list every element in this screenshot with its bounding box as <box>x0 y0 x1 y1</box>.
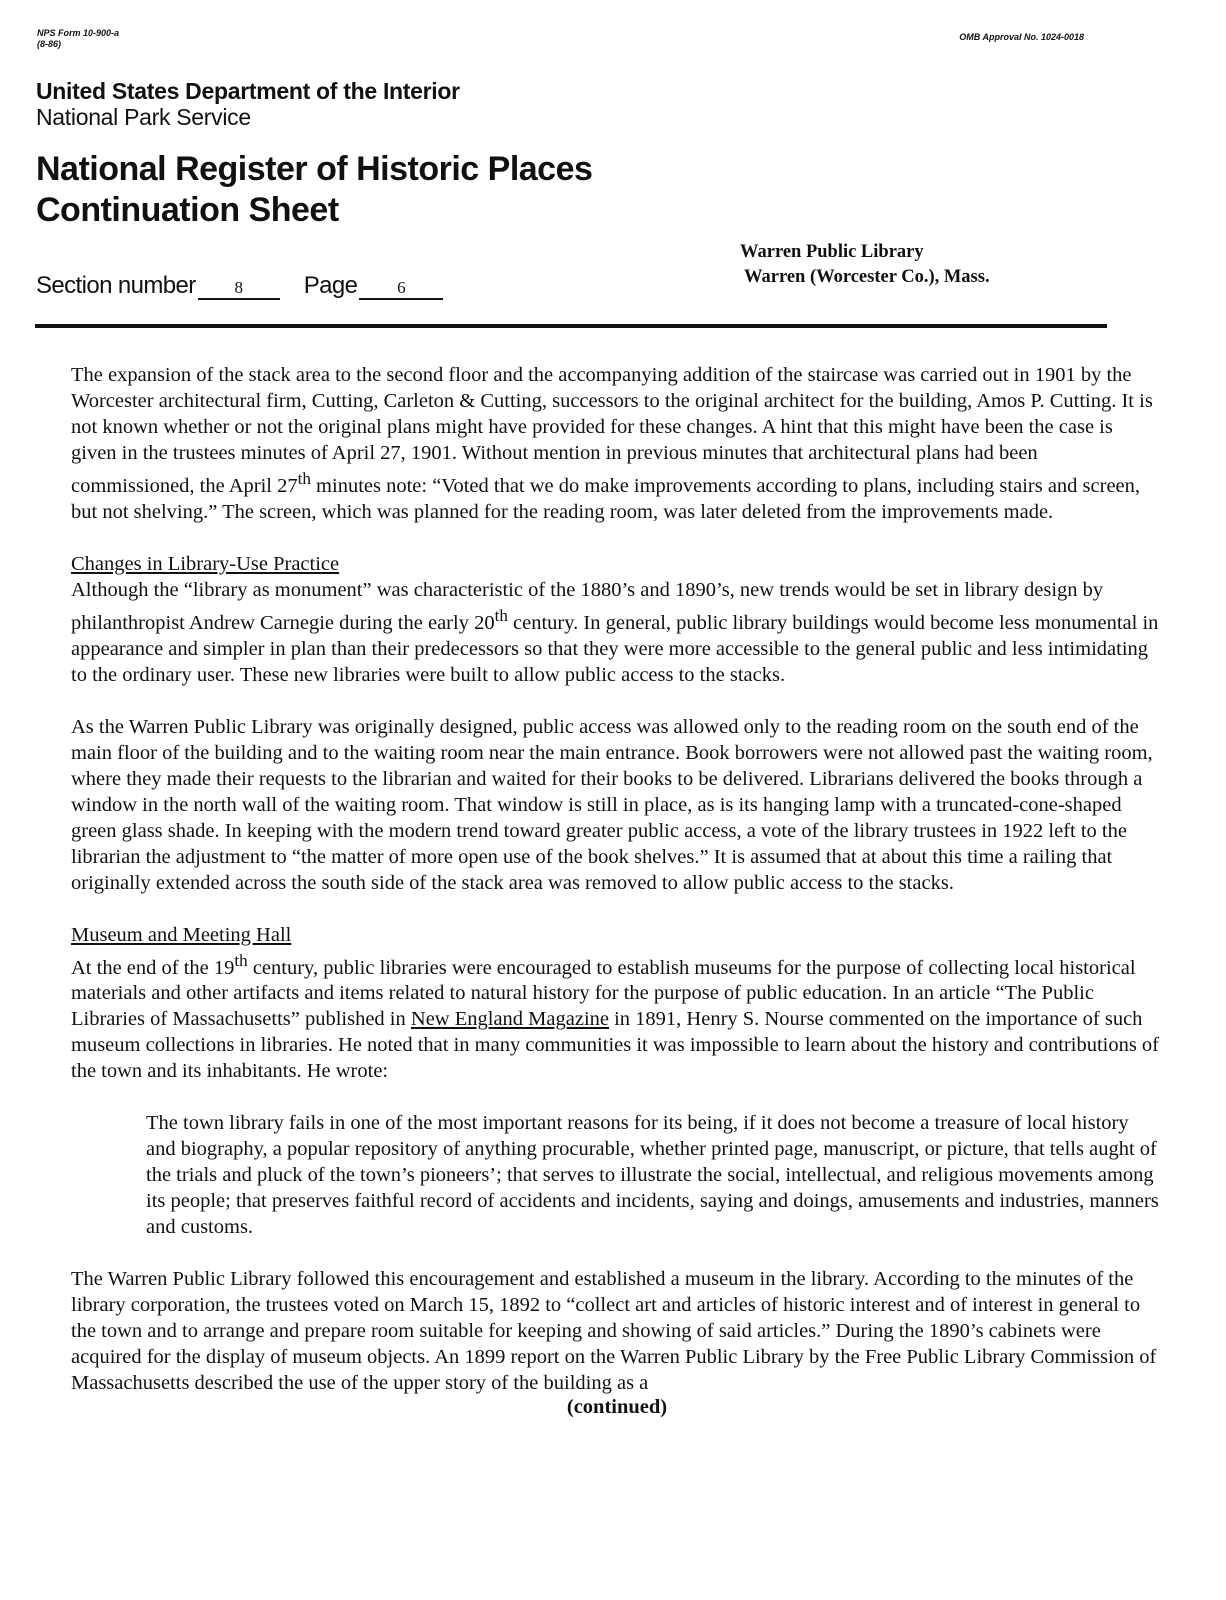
heading-museum-meeting-hall: Museum and Meeting Hall <box>71 923 292 946</box>
form-number: NPS Form 10-900-a <box>37 28 120 38</box>
para1-text-b: minutes note: “Voted that we do make improvements according to plans, including stairs and screen, but not shelving.” The screen, which was planned for the reading room, was later deleted from the improvements made. <box>71 474 1141 523</box>
section-number-value: 8 <box>198 278 280 300</box>
paragraph-museums <box>71 948 1163 1085</box>
paragraph-staircase-expansion <box>71 362 1163 525</box>
block-quote-nourse: The town library fails in one of the most important reasons for its being, if it does not become a treasure of local history and biography, a popular repository of anything procurable, whether printed page, manuscript, or picture, that tells aught of the trials and pluck of the town’s pioneers’; that serves to illustrate the social, intellectual, and religious movements among its people; that preserves faithful record of accidents and incidents, saying and doings, amusements and industries, manners and customs. <box>146 1112 1159 1239</box>
section-page-row <box>36 272 443 300</box>
header-rule <box>35 324 1107 328</box>
omb-approval: OMB Approval No. 1024-0018 <box>959 32 1084 42</box>
para2-text-b: century. In general, public library buildings would become less monumental in appearance and simpler in plan than their predecessors so that they were more accessible to the general public and less intimidating to the ordinary user. These new libraries were built to allow public access to the stacks. <box>71 611 1159 686</box>
property-name: Warren Public Library <box>740 242 924 262</box>
property-block <box>740 240 990 290</box>
form-date: (8-86) <box>37 39 62 49</box>
paragraph-public-access: As the Warren Public Library was originally designed, public access was allowed only to the reading room on the south end of the main floor of the building and to the waiting room near the main entrance. Book borrowers were not allowed past the waiting room, where they made their requests to the librarian and waited for their books to be delivered. Librarians delivered the books through a window in the north wall of the waiting room. That window is still in place, as is its hanging lamp with a truncated-cone-shaped green glass shade. In keeping with the modern trend toward greater public access, a vote of the library trustees in 1922 left to the librarian the adjustment to “the matter of more open use of the book shelves.” It is assumed that at about this time a railing that originally extended across the south side of the stack area was removed to allow public access to the stacks. <box>71 715 1153 894</box>
body-text <box>71 362 1163 1420</box>
department-name: United States Department of the Interior <box>36 78 460 104</box>
page-number-value: 6 <box>359 278 443 300</box>
heading-library-use-practice: Changes in Library-Use Practice <box>71 552 340 575</box>
para2-superscript: th <box>494 605 508 625</box>
sheet-title: Continuation Sheet <box>36 191 339 229</box>
paragraph-carnegie-trends <box>71 577 1163 688</box>
paragraph-warren-museum: The Warren Public Library followed this encouragement and established a museum in the library. According to the minutes of the library corporation, the trustees voted on March 15, 1892 to “collect art and articles of historic interest and of interest in general to the town and to arrange and prepare room suitable for keeping and showing of said articles.” During the 1890’s cabinets were acquired for the display of museum objects. An 1899 report on the Warren Public Library by the Free Public Library Commission of Massachusetts described the use of the upper story of the building as a <box>71 1268 1157 1395</box>
para1-text-a: The expansion of the stack area to the second floor and the accompanying addition of the staircase was carried out in 1901 by the Worcester architectural firm, Cutting, Carleton & Cutting, successors to the original architect for the building, Amos P. Cutting. It is not known whether or not the original plans might have provided for these changes. A hint that this might have been the case is given in the trustees minutes of April 27, 1901. Without mention in previous minutes that architectural plans had been commissioned, the April 27 <box>71 364 1153 497</box>
form-id <box>37 28 119 50</box>
page-label: Page <box>303 272 358 299</box>
magazine-title: New England Magazine <box>410 1008 609 1031</box>
para4-text-c: in 1891, Henry S. Nourse commented on the importance of such museum collections in libraries. He noted that in many communities it was impossible to learn about the history and contributions of the town and its inhabitants. He wrote: <box>71 1008 1160 1083</box>
agency-name: National Park Service <box>36 104 251 130</box>
section-label: Section number <box>36 272 196 299</box>
property-location: Warren (Worcester Co.), Mass. <box>744 267 990 287</box>
para4-text-b: century, public libraries were encouraged to establish museums for the purpose of collecting local historical materials and other artifacts and items related to natural history for the purpose of public education. In an article “The Public Libraries of Massachusetts” published in <box>71 956 1136 1031</box>
para1-superscript: th <box>297 469 311 488</box>
register-title: National Register of Historic Places <box>36 150 593 188</box>
para4-text-a: At the end of the 19 <box>71 956 235 979</box>
continued-marker: (continued) <box>566 1396 668 1419</box>
para4-superscript: th <box>234 950 248 970</box>
para2-text-a: Although the “library as monument” was characteristic of the 1880’s and 1890’s, new trends would be set in library design by philanthropist Andrew Carnegie during the early 20 <box>71 578 1104 634</box>
